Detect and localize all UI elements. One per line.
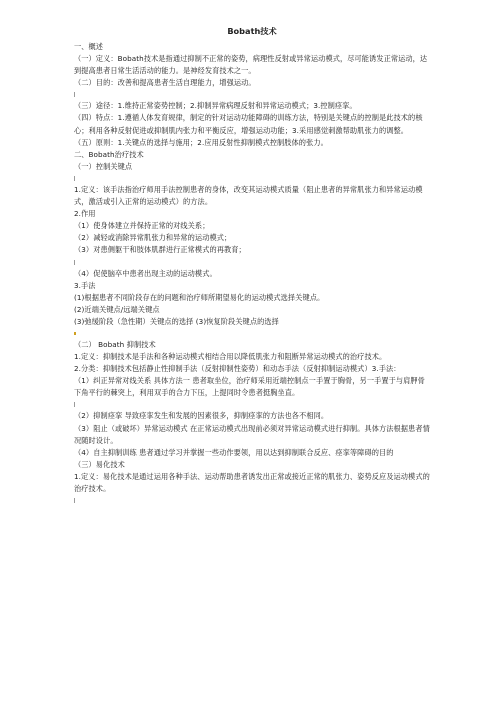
list-item: （1）纠正异常对线关系 具体方法一 患者取坐位，治疗师采用近端控制点一手置于胸骨，另一手置于与肩胛骨下角平行的棘突上，利用双手的合力下压，上提同时令患者挺胸坐直。 [74, 376, 425, 398]
subsection-heading-key-points: （一）控制关键点 [74, 161, 133, 171]
paragraph-principles: （五）原则：1.关键点的选择与施用；2.应用反射性抑制模式控制肢体的张力。 [74, 137, 328, 147]
section-heading-overview: 一、概述 [74, 42, 104, 51]
margin-mark [74, 92, 75, 97]
blank-line [74, 495, 430, 506]
paragraph-inhibition-classification: 2.分类：抑制技术包括静止性抑制手法（反射抑制性姿势）和动态手法（反射抑制运动模式）3.手法： [74, 364, 401, 374]
margin-mark [74, 402, 75, 407]
list-item: （4）促使脑卒中患者出现主动的运动模式。 [74, 268, 217, 278]
paragraph-features: （四）特点：1.遵循人体发育规律，制定的针对运动功能障碍的训练方法，特别是关键点的控制是此技术的核心；利用各种反射促进或抑制肌内张力和平衡反应，增强运动功能；3.采用感觉刺激帮助肌张力的调整。 [74, 113, 423, 135]
margin-mark [74, 498, 75, 503]
paragraph-definition: （一）定义：Bobath技术是指通过抑制不正常的姿势，病理性反射或异常运动模式，尽可能诱发正常运动，达到提高患者日常生活活动的能力。是神经发育技术之一。 [74, 54, 428, 76]
blank-line [74, 173, 430, 184]
paragraph-facilitation-definition: 1.定义：易化技术是通过运用各种手法、运动帮助患者诱发出正常或接近正常的肌张力、姿势反应及运动模式的治疗技术。 [74, 471, 430, 493]
blank-line [74, 399, 430, 410]
document-title: Bobath技术 [227, 26, 277, 36]
heading-function: 2.作用 [74, 209, 96, 219]
list-item: （1）使身体建立并保持正常的对线关系； [74, 221, 210, 231]
margin-mark [74, 176, 75, 181]
list-item: （2）抑制痉挛 导致痉挛发生和发展的因素很多，抑制痉挛的方法也各不相同。 [74, 411, 329, 421]
paragraph-inhibition-definition: 1.定义：抑制技术是手法和各种运动模式相结合用以降低肌张力和阻断异常运动模式的治疗技术。 [74, 352, 387, 362]
margin-mark [74, 260, 75, 265]
margin-mark [74, 332, 76, 335]
list-item: （3）阻止（或破坏）异常运动模式 在正常运动模式出现前必须对异常运动模式进行抑制。具体方法根据患者情况随时设计。 [74, 423, 430, 445]
list-item: （3）对患侧躯干和肢体肌群进行正常模式的再教育； [74, 245, 246, 255]
blank-line [74, 89, 430, 100]
heading-method: 3.手法 [74, 280, 96, 290]
paragraph-purpose: （二）目的：改善和提高患者生活自理能力，增强运动。 [74, 78, 256, 88]
subsection-heading-facilitation: （三）易化技术 [74, 459, 125, 469]
paragraph-approach: （三）途径：1.维持正常姿势控制；2.抑制异常病理反射和异常运动模式；3.控制痉挛。 [74, 101, 357, 111]
list-item: (1)根据患者不同阶段存在的问题和治疗师所期望易化的运动模式选择关键点。 [74, 292, 325, 302]
section-heading-techniques: 二、Bobath治疗技术 [74, 149, 144, 159]
list-item: (3)弛缓阶段（急性期）关键点的选择 (3)恢复阶段关键点的选择 [74, 316, 279, 326]
paragraph-key-point-definition: 1.定义：该手法指治疗师用手法控制患者的身体，改变其运动模式质量（阻止患者的异常肌张力和异常运动模式，激活或引入正常的运动模式）的方法。 [74, 184, 423, 207]
list-item: (2)近端关键点/远端关键点 [74, 304, 160, 314]
list-item: （2）减轻或消除异常肌张力和异常的运动模式； [74, 233, 232, 243]
document-body [74, 26, 430, 506]
blank-line [74, 257, 430, 268]
blank-line [74, 328, 430, 339]
list-item: （4）自主抑制训练 患者通过学习并掌握一些动作要领，用以达到抑制联合反应、痉挛等障碍的目的 [74, 447, 394, 457]
subsection-heading-inhibition: （二） Bobath 抑制技术 [74, 339, 156, 349]
